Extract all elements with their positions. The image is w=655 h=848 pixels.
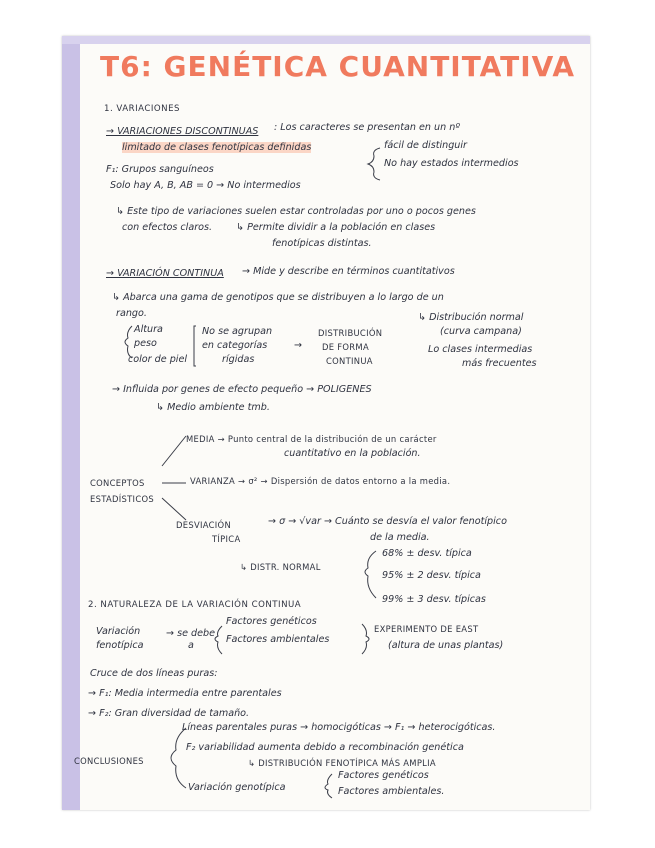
pct-99: 99% ± 3 desv. típicas xyxy=(382,594,486,605)
pct-95: 95% ± 2 desv. típica xyxy=(382,570,481,581)
disc-control-1: ↳ Este tipo de variaciones suelen estar controladas por uno o pocos genes xyxy=(116,206,476,217)
disc-bullet-1: fácil de distinguir xyxy=(384,140,467,151)
nogroup-2: en categorías xyxy=(202,340,268,351)
cruce: Cruce de dos líneas puras: xyxy=(90,668,218,679)
arrow: → xyxy=(294,340,303,351)
disc-label: → VARIACIONES DISCONTINUAS xyxy=(106,126,259,137)
factor-amb: Factores ambientales xyxy=(226,634,330,645)
brace-genotip xyxy=(325,774,332,798)
brace-pct xyxy=(365,551,376,598)
conclusion-2: F₂ variabilidad aumenta debido a recombinación genética xyxy=(186,742,464,753)
varianza: VARIANZA → σ² → Dispersión de datos entorno a la media. xyxy=(190,476,451,486)
notebook-page xyxy=(62,36,590,810)
f2: → F₂: Gran diversidad de tamaño. xyxy=(88,708,250,719)
clases-2: más frecuentes xyxy=(462,358,537,369)
cont-range-1: ↳ Abarca una gama de genotipos que se distribuyen a lo largo de un xyxy=(112,292,444,303)
brace-nogroup xyxy=(194,326,196,366)
conclusions: CONCLUSIONES xyxy=(74,756,144,766)
nogroup-1: No se agrupan xyxy=(202,326,273,337)
dist-2: DE FORMA xyxy=(322,342,369,352)
brace-east xyxy=(362,624,369,654)
brace-disc xyxy=(368,148,380,180)
east-1: EXPERIMENTO DE EAST xyxy=(374,624,479,634)
debe-1: → se debe xyxy=(166,628,216,639)
conclusion-1: Líneas parentales puras → homocigóticas → F₁ → heterocigóticas. xyxy=(182,722,496,733)
brace-conclusions xyxy=(171,728,186,788)
normal-2: (curva campana) xyxy=(440,326,522,337)
cont-example-1: Altura xyxy=(134,324,163,335)
page-title: T6: GENÉTICA CUANTITATIVA xyxy=(100,50,576,83)
concepts-1: CONCEPTOS xyxy=(90,478,145,488)
section-1-heading: 1. VARIACIONES xyxy=(104,104,180,114)
cont-desc: → Mide y describe en términos cuantitativos xyxy=(242,266,455,277)
disc-example-2: Solo hay A, B, AB = 0 → No intermedios xyxy=(110,180,301,191)
brace-factors xyxy=(215,626,222,654)
desv-2: TÍPICA xyxy=(212,534,241,544)
nogroup-3: rígidas xyxy=(222,354,255,365)
conclusion-factor-gen: Factores genéticos xyxy=(338,770,429,781)
f1: → F₁: Media intermedia entre parentales xyxy=(88,688,282,699)
east-2: (altura de unas plantas) xyxy=(388,640,504,651)
desv-1: DESVIACIÓN xyxy=(176,520,232,530)
medio: ↳ Medio ambiente tmb. xyxy=(156,402,270,413)
conclusion-4: Variación genotípica xyxy=(188,782,286,793)
disc-line1: : Los caracteres se presentan en un nº xyxy=(274,122,460,133)
cont-range-2: rango. xyxy=(116,308,147,319)
debe-2: a xyxy=(188,640,194,651)
cont-example-3: color de piel xyxy=(128,354,188,365)
disc-bullet-2: No hay estados intermedios xyxy=(384,158,519,169)
distr-normal: ↳ DISTR. NORMAL xyxy=(240,562,321,572)
clases-1: Lo clases intermedias xyxy=(428,344,533,355)
concepts-2: ESTADÍSTICOS xyxy=(90,494,154,504)
varfen-1: Variación xyxy=(96,626,141,637)
disc-line2: limitado de clases fenotípicas definidas xyxy=(122,142,312,153)
factor-gen: Factores genéticos xyxy=(226,616,317,627)
poligenes: → Influida por genes de efecto pequeño → POLIGENES xyxy=(112,384,372,395)
desv-def-1: → σ → √var → Cuánto se desvía el valor fenotípico xyxy=(268,516,507,527)
media-2: cuantitativo en la población. xyxy=(284,448,421,459)
brace-stats xyxy=(162,436,186,520)
section-2-heading: 2. NATURALEZA DE LA VARIACIÓN CONTINUA xyxy=(88,600,302,610)
dist-1: DISTRIBUCIÓN xyxy=(318,328,383,338)
disc-control-2: con efectos claros. xyxy=(122,222,213,233)
disc-example-1: F₁: Grupos sanguíneos xyxy=(106,164,214,175)
cont-label: → VARIACIÓN CONTINUA xyxy=(106,268,224,279)
conclusion-factor-amb: Factores ambientales. xyxy=(338,786,445,797)
pct-68: 68% ± desv. típica xyxy=(382,548,472,559)
disc-control-4: fenotípicas distintas. xyxy=(272,238,372,249)
cont-example-2: peso xyxy=(134,338,157,349)
media-1: MEDIA → Punto central de la distribución de un carácter xyxy=(186,434,437,444)
conclusion-3: ↳ DISTRIBUCIÓN FENOTÍPICA MÁS AMPLIA xyxy=(248,758,436,768)
top-band xyxy=(62,36,590,44)
disc-control-3: ↳ Permite dividir a la población en clases xyxy=(236,222,436,233)
desv-def-2: de la media. xyxy=(370,532,430,543)
varfen-2: fenotípica xyxy=(96,640,144,651)
normal-1: ↳ Distribución normal xyxy=(418,312,524,323)
dist-3: CONTINUA xyxy=(326,356,373,366)
margin-stripe xyxy=(62,36,80,810)
